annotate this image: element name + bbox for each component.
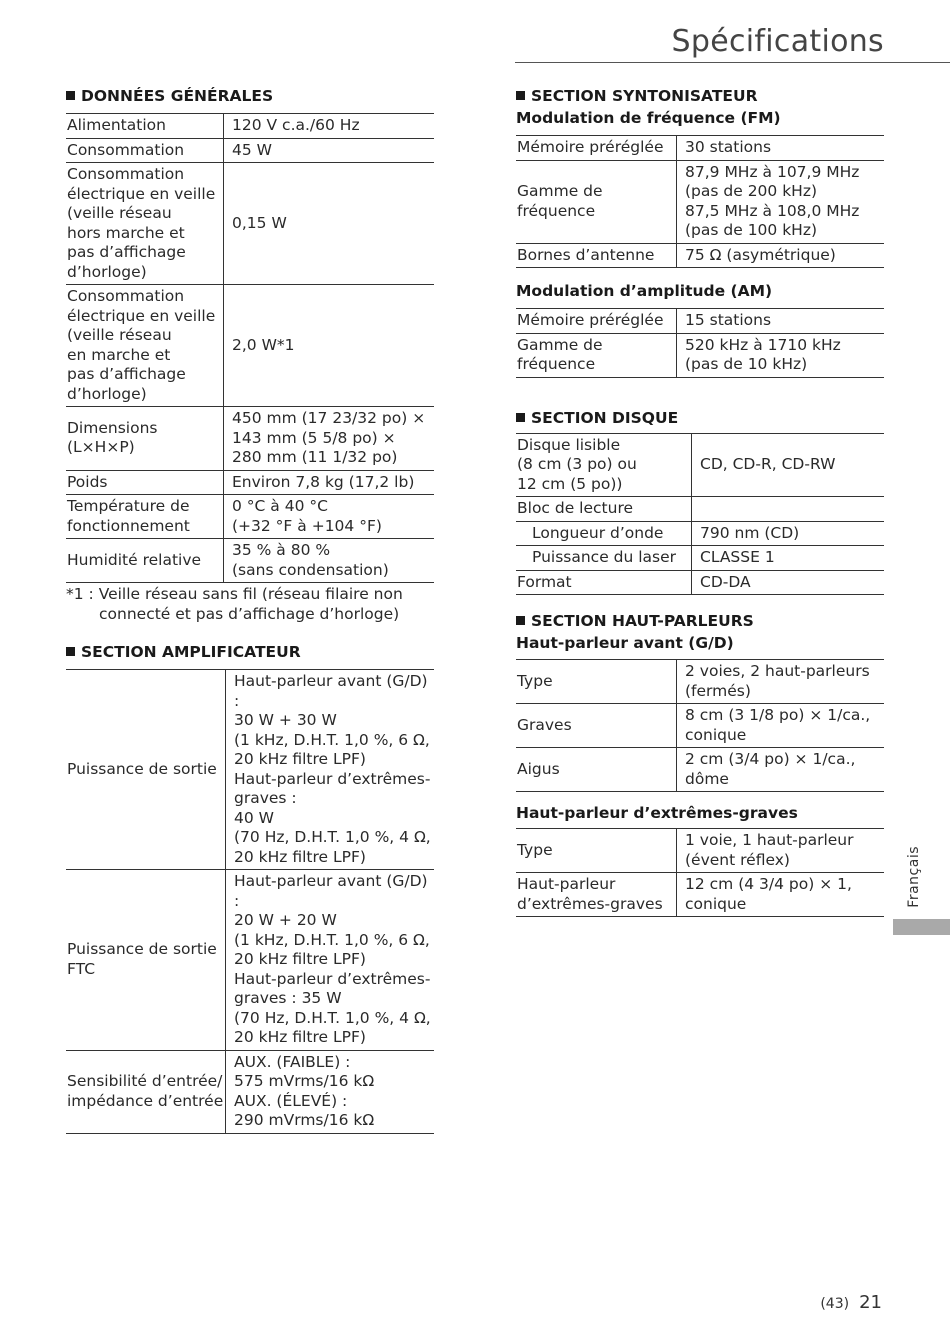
spec-value-line: 20 W + 20 W (234, 911, 337, 929)
spec-value-line: 20 kHz filtre LPF) (234, 1028, 366, 1046)
table-row (516, 521, 884, 546)
spec-value-line: 575 mVrms/16 kΩ (234, 1072, 375, 1090)
spec-label-line: d’horloge) (67, 262, 147, 281)
fm-table (516, 135, 884, 268)
spec-value (692, 433, 885, 497)
general-heading-text: DONNÉES GÉNÉRALES (81, 87, 274, 105)
spec-value (692, 570, 885, 595)
spec-label-line: Dimensions (67, 418, 158, 437)
spec-value-line: (pas de 10 kHz) (685, 355, 808, 373)
spec-label (66, 114, 224, 139)
spec-label-line: impédance d’entrée (67, 1091, 224, 1110)
spec-value-line: 0,15 W (232, 213, 287, 232)
spec-label-line: Consommation (67, 165, 185, 183)
spec-value-line: (pas de 200 kHz) (685, 182, 818, 200)
spec-value-line: (fermés) (685, 681, 751, 700)
tuner-heading (516, 86, 884, 106)
footnote-line-2: connecté et pas d’affichage d’horloge) (99, 604, 400, 623)
spec-label-line: pas d’affichage (67, 365, 186, 383)
spec-value-line: 520 kHz à 1710 kHz (685, 335, 841, 354)
table-row (516, 497, 884, 522)
spec-value-line: 450 mm (17 23/32 po) × (232, 409, 426, 427)
spec-value-line: conique (685, 725, 747, 744)
spec-value-line: Haut-parleur d’extrêmes- (234, 769, 431, 788)
spec-label-line: Sensibilité d’entrée/ (67, 1072, 223, 1090)
spec-label-line: Mémoire préréglée (517, 138, 664, 156)
spec-value (677, 333, 885, 377)
spec-value-line: graves : 35 W (234, 989, 342, 1007)
spec-value (224, 285, 435, 407)
spec-label (516, 333, 677, 377)
spec-value-line (700, 499, 883, 519)
speakers-heading (516, 611, 884, 631)
amplifier-table (66, 669, 434, 1134)
spec-label (516, 570, 692, 595)
spec-label (66, 670, 226, 870)
spec-label-line: Poids (67, 472, 108, 491)
spec-value-line: 40 W (234, 808, 274, 827)
table-row (516, 136, 884, 161)
table-row (66, 495, 434, 539)
table-row (66, 407, 434, 471)
amplifier-heading (66, 642, 434, 662)
speakers-heading-text: SECTION HAUT-PARLEURS (531, 612, 754, 630)
spec-value-line: CD-DA (700, 572, 751, 591)
spec-label-line: fréquence (517, 355, 596, 373)
spec-value (677, 873, 885, 917)
spec-label (516, 660, 677, 704)
spec-value-line: 45 W (232, 140, 272, 159)
spec-label-line: électrique en veille (67, 184, 216, 203)
am-table (516, 308, 884, 378)
table-row (516, 309, 884, 334)
spec-value (226, 670, 435, 870)
spec-value-line: 2,0 W*1 (232, 335, 295, 354)
spec-label-line: en marche et (67, 345, 171, 364)
spec-label-line: Mémoire préréglée (517, 311, 664, 329)
table-row (516, 333, 884, 377)
spec-label (516, 829, 677, 873)
page-number (820, 1292, 882, 1315)
spec-label-line: fonctionnement (67, 516, 190, 535)
spec-label-line: Gamme de (517, 335, 603, 354)
spec-label-line: d’extrêmes-graves (517, 894, 663, 913)
spec-label-line: 12 cm (5 po)) (517, 474, 623, 493)
spec-value-line: 20 kHz filtre LPF) (234, 950, 366, 968)
spec-label-line: Gamme de (517, 182, 603, 200)
disc-table (516, 433, 884, 596)
left-column (66, 86, 434, 1134)
subwoofer-heading: Haut-parleur d’extrêmes-graves (516, 804, 798, 822)
table-row (66, 114, 434, 139)
spec-label-line: Graves (517, 715, 572, 734)
spec-value-line: 280 mm (11 1/32 po) (232, 448, 398, 466)
spec-label-line: Haut-parleur (517, 875, 616, 893)
spec-label-line: (veille réseau (67, 204, 172, 222)
spec-label-line: Bloc de lecture (517, 499, 634, 517)
spec-label-line: Humidité relative (67, 550, 202, 569)
spec-label (516, 748, 677, 792)
right-column (516, 86, 884, 917)
table-row (66, 870, 434, 1051)
front-speaker-heading: Haut-parleur avant (G/D) (516, 634, 734, 652)
spec-value (224, 138, 435, 163)
spec-label-line: Puissance de sortie (67, 940, 217, 959)
disc-heading-text: SECTION DISQUE (531, 408, 679, 427)
spec-label (516, 433, 692, 497)
disc-heading (516, 408, 884, 428)
spec-label-line: fréquence (517, 201, 596, 220)
spec-value (224, 470, 435, 495)
spec-label (66, 285, 224, 407)
table-row (516, 704, 884, 748)
spec-label (516, 546, 692, 571)
spec-value-line: 290 mVrms/16 kΩ (234, 1111, 375, 1129)
spec-label-line: (veille réseau (67, 326, 172, 344)
table-row (516, 748, 884, 792)
spec-label-line: Longueur d’onde (532, 523, 664, 542)
spec-value-line: 8 cm (3 1/8 po) × 1/ca., (685, 706, 871, 724)
square-bullet-icon (66, 647, 75, 656)
language-tab-label: Français (905, 846, 922, 908)
table-row (516, 660, 884, 704)
table-row (516, 570, 884, 595)
spec-value-line: 30 W + 30 W (234, 711, 337, 729)
spec-label-line: Température de (67, 497, 190, 515)
fm-heading: Modulation de fréquence (FM) (516, 109, 781, 127)
spec-label-line: FTC (67, 959, 96, 978)
square-bullet-icon (516, 413, 525, 422)
square-bullet-icon (516, 616, 525, 625)
spec-label-line: Disque lisible (517, 435, 621, 454)
spec-value-line: AUX. (ÉLEVÉ) : (234, 1091, 348, 1110)
spec-value-line: 12 cm (4 3/4 po) × 1, (685, 875, 852, 893)
spec-value-line: (70 Hz, D.H.T. 1,0 %, 4 Ω, (234, 828, 431, 846)
general-table (66, 113, 434, 583)
spec-value (677, 829, 885, 873)
spec-label (66, 407, 224, 471)
spec-value-line: 30 stations (685, 138, 772, 156)
language-tab-marker (893, 919, 950, 935)
page-title: Spécifications (671, 24, 884, 59)
spec-label (516, 136, 677, 161)
spec-label-line: Type (517, 840, 553, 859)
spec-value (677, 136, 885, 161)
spec-label-line: (8 cm (3 po) ou (517, 455, 637, 473)
spec-value (224, 114, 435, 139)
spec-label-line: Consommation (67, 287, 185, 305)
amplifier-heading-text: SECTION AMPLIFICATEUR (81, 643, 301, 661)
tuner-heading-text: SECTION SYNTONISATEUR (531, 87, 758, 105)
spec-value-line: 0 °C à 40 °C (232, 497, 328, 515)
spec-value (226, 870, 435, 1051)
spec-label (66, 1050, 226, 1133)
spec-value (677, 309, 885, 334)
spec-label (516, 160, 677, 243)
spec-label (516, 243, 677, 268)
spec-label-line: Puissance de sortie (67, 759, 217, 778)
spec-value-line: 2 cm (3/4 po) × 1/ca., (685, 750, 856, 768)
spec-label-line: Consommation (67, 140, 185, 159)
spec-value-line: CLASSE 1 (700, 548, 775, 566)
spec-value-line: (70 Hz, D.H.T. 1,0 %, 4 Ω, (234, 1008, 431, 1027)
spec-value-line: 75 Ω (asymétrique) (685, 245, 836, 264)
spec-label-line: d’horloge) (67, 384, 147, 403)
page-number-main: 21 (859, 1292, 882, 1313)
spec-value-line: 20 kHz filtre LPF) (234, 847, 366, 866)
spec-value (224, 495, 435, 539)
table-row (66, 470, 434, 495)
spec-value (224, 407, 435, 471)
spec-value-line: (1 kHz, D.H.T. 1,0 %, 6 Ω, (234, 730, 430, 749)
spec-label (66, 870, 226, 1051)
spec-value-line: (sans condensation) (232, 560, 389, 579)
spec-value (692, 546, 885, 571)
footnote (66, 585, 434, 624)
spec-value-line: (évent réflex) (685, 850, 790, 869)
table-row (66, 1050, 434, 1133)
table-row (516, 873, 884, 917)
spec-value-line: 143 mm (5 5/8 po) × (232, 428, 396, 447)
table-row (66, 285, 434, 407)
spec-value (692, 521, 885, 546)
spec-value-line: graves : (234, 789, 297, 807)
spec-label-line: pas d’affichage (67, 243, 186, 261)
spec-label (516, 521, 692, 546)
front-speaker-table (516, 659, 884, 792)
spec-label (516, 704, 677, 748)
table-row (66, 539, 434, 583)
spec-value-line: Haut-parleur d’extrêmes- (234, 969, 431, 988)
spec-value-line: 87,9 MHz à 107,9 MHz (685, 162, 860, 181)
title-rule (515, 62, 950, 63)
spec-value-line: CD, CD-R, CD-RW (700, 455, 836, 473)
spec-value-line: (1 kHz, D.H.T. 1,0 %, 6 Ω, (234, 930, 430, 949)
table-row (516, 433, 884, 497)
spec-label-line: Alimentation (67, 116, 166, 134)
spec-label (516, 873, 677, 917)
page-number-paren: (43) (820, 1296, 850, 1312)
spec-label-line: hors marche et (67, 223, 185, 242)
spec-value (226, 1050, 435, 1133)
spec-label-line: Puissance du laser (532, 548, 677, 566)
table-row (516, 829, 884, 873)
spec-label-line: Format (517, 572, 572, 591)
spec-value-line: AUX. (FAIBLE) : (234, 1052, 351, 1071)
spec-value (224, 163, 435, 285)
table-row (66, 163, 434, 285)
spec-value-line: 35 % à 80 % (232, 541, 331, 559)
spec-value-line: Haut-parleur avant (G/D) : (234, 872, 428, 910)
spec-value (677, 704, 885, 748)
spec-value-line: dôme (685, 769, 729, 788)
table-row (66, 138, 434, 163)
am-heading: Modulation d’amplitude (AM) (516, 282, 773, 300)
spec-label (66, 163, 224, 285)
spec-value-line: 87,5 MHz à 108,0 MHz (685, 201, 860, 220)
square-bullet-icon (66, 91, 75, 100)
spec-value-line: 2 voies, 2 haut-parleurs (685, 662, 870, 680)
spec-value-line: conique (685, 894, 747, 913)
spec-value (692, 497, 885, 522)
table-row (516, 160, 884, 243)
spec-value-line: Environ 7,8 kg (17,2 lb) (232, 472, 415, 491)
table-row (516, 546, 884, 571)
spec-label (66, 138, 224, 163)
spec-label (66, 470, 224, 495)
spec-value-line: 20 kHz filtre LPF) (234, 750, 366, 768)
spec-value-line: (+32 °F à +104 °F) (232, 516, 382, 535)
spec-value (677, 660, 885, 704)
table-row (66, 670, 434, 870)
spec-label-line: Type (517, 671, 553, 690)
spec-value-line: 1 voie, 1 haut-parleur (685, 831, 854, 849)
spec-label (66, 495, 224, 539)
spec-value (224, 539, 435, 583)
spec-value-line: 790 nm (CD) (700, 523, 800, 542)
spec-value-line: (pas de 100 kHz) (685, 221, 818, 239)
spec-label-line: électrique en veille (67, 306, 216, 325)
spec-label (516, 497, 692, 522)
spec-label (516, 309, 677, 334)
spec-label-line: (L×H×P) (67, 438, 135, 457)
spec-label (66, 539, 224, 583)
footnote-line-1: *1 : Veille réseau sans fil (réseau filaire non (66, 585, 403, 603)
general-heading (66, 86, 434, 106)
subwoofer-table (516, 828, 884, 917)
spec-label-line: Bornes d’antenne (517, 245, 655, 264)
square-bullet-icon (516, 91, 525, 100)
spec-value-line: 15 stations (685, 311, 772, 329)
spec-value-line: Haut-parleur avant (G/D) : (234, 672, 428, 710)
spec-value (677, 748, 885, 792)
spec-value-line: 120 V c.a./60 Hz (232, 116, 360, 134)
spec-value (677, 243, 885, 268)
table-row (516, 243, 884, 268)
spec-label-line: Aigus (517, 759, 560, 778)
spec-value (677, 160, 885, 243)
